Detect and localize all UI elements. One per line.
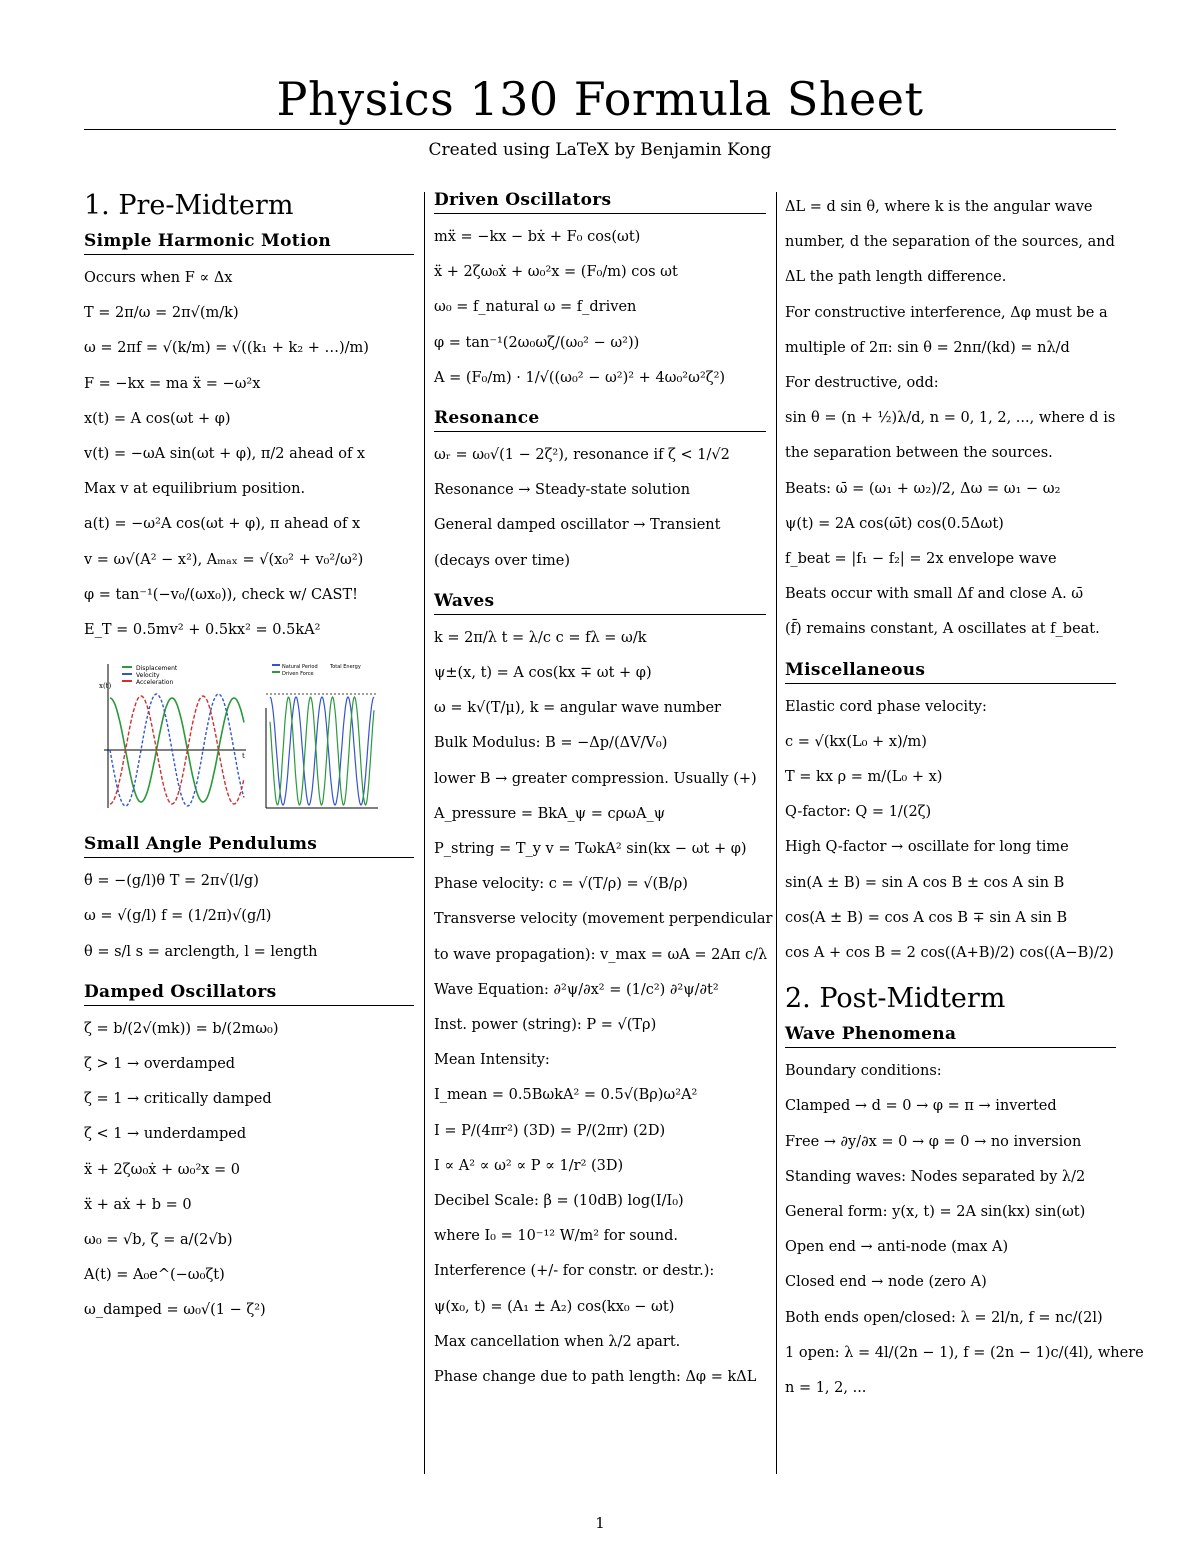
shm-plot-figure <box>98 658 378 818</box>
formula-line: ω = √(g/l) f = (1/2π)√(g/l) <box>84 908 272 925</box>
formula-line: Elastic cord phase velocity: <box>785 698 987 715</box>
formula-line: f_beat = |f₁ − f₂| = 2x envelope wave <box>785 551 1057 568</box>
formula-line: I_mean = 0.5BωkA² = 0.5√(Bρ)ω²A² <box>434 1087 698 1104</box>
formula-line: Max v at equilibrium position. <box>84 481 306 498</box>
formula-line: (f̄) remains constant, A oscillates at f_beat. <box>785 621 1100 638</box>
formula-line: Wave Equation: ∂²ψ/∂x² = (1/c²) ∂²ψ/∂t² <box>434 981 719 998</box>
subtitle: Created using LaTeX by Benjamin Kong <box>428 140 772 160</box>
formula-line: For destructive, odd: <box>785 375 939 392</box>
formula-line: Beats occur with small Δf and close A. ω̄ <box>785 586 1084 603</box>
formula-line: sin(A ± B) = sin A cos B ± cos A sin B <box>785 874 1065 891</box>
formula-line: T = kx ρ = m/(L₀ + x) <box>785 769 943 786</box>
formula-line: ẍ + aẋ + b = 0 <box>84 1196 192 1213</box>
formula-line: F = −kx = ma ẍ = −ω²x <box>84 375 261 392</box>
driven-formulas <box>434 220 766 396</box>
axis-y-label: x(t) <box>99 682 112 691</box>
legend-acceleration: Acceleration <box>136 679 174 687</box>
formula-line: a(t) = −ω²A cos(ωt + φ), π ahead of x <box>84 516 361 533</box>
formula-line: ΔL = d sin θ, where k is the angular wave <box>785 199 1093 215</box>
formula-line: Bulk Modulus: B = −Δp/(ΔV/V₀) <box>434 735 668 752</box>
formula-line: cos(A ± B) = cos A cos B ∓ sin A sin B <box>785 909 1068 926</box>
wave-phenomena-formulas <box>785 1054 1144 1406</box>
formula-line: ω₀ = f_natural ω = f_driven <box>434 299 637 316</box>
waves-formulas <box>434 621 773 1395</box>
misc-formulas <box>785 690 1116 972</box>
formula-line: Mean Intensity: <box>434 1052 550 1069</box>
legend-velocity: Velocity <box>136 672 160 680</box>
axis-x-label: t <box>242 752 245 761</box>
formula-line: θ̈ = −(g/l)θ T = 2π√(l/g) <box>84 873 259 890</box>
formula-line: ω₀ = √b, ζ = a/(2√b) <box>84 1232 233 1249</box>
column-1 <box>84 190 414 1329</box>
formula-line: Max cancellation when λ/2 apart. <box>434 1333 681 1350</box>
formula-line: General damped oscillator → Transient <box>434 517 721 534</box>
heading-simple-harmonic-motion: Simple Harmonic Motion <box>84 231 414 255</box>
column-3 <box>785 190 1144 1406</box>
formula-line: ψ(x₀, t) = (A₁ ± A₂) cos(kx₀ − ωt) <box>434 1298 675 1315</box>
formula-line: θ = s/l s = arclength, l = length <box>84 943 318 960</box>
formula-line: the separation between the sources. <box>785 445 1053 462</box>
formula-line: number, d the separation of the sources, and <box>785 234 1115 251</box>
formula-line: A(t) = A₀e^(−ω₀ζt) <box>84 1267 225 1284</box>
legend-total-energy: Total Energy <box>330 664 361 671</box>
heading-miscellaneous: Miscellaneous <box>785 660 1116 684</box>
formula-line: φ = tan⁻¹(2ω₀ωζ/(ω₀² − ω²)) <box>434 334 640 351</box>
formula-line: cos A + cos B = 2 cos((A+B)/2) cos((A−B)/2) <box>785 945 1114 962</box>
section-heading-post-midterm: 2. Post-Midterm <box>785 983 1006 1015</box>
formula-line: k = 2π/λ t = λ/c c = fλ = ω/k <box>434 629 647 646</box>
formula-line: Interference (+/- for constr. or destr.): <box>434 1263 715 1280</box>
pendulum-formulas <box>84 864 414 970</box>
formula-line: φ = tan⁻¹(−v₀/(ωx₀)), check w/ CAST! <box>84 586 358 603</box>
formula-line: ẍ + 2ζω₀ẋ + ω₀²x = (F₀/m) cos ωt <box>434 264 678 281</box>
formula-line: P_string = T_y v = TωkA² sin(kx − ωt + φ) <box>434 841 747 858</box>
formula-line: Inst. power (string): P = √(Tρ) <box>434 1017 657 1034</box>
page-title: Physics 130 Formula Sheet <box>276 72 924 126</box>
formula-line: ζ = b/(2√(mk)) = b/(2mω₀) <box>84 1020 279 1037</box>
formula-line: Occurs when F ∝ Δx <box>84 270 233 286</box>
formula-line: Phase velocity: c = √(T/ρ) = √(B/ρ) <box>434 876 688 893</box>
heading-driven-oscillators: Driven Oscillators <box>434 190 766 214</box>
formula-line: ψ±(x, t) = A cos(kx ∓ ωt + φ) <box>434 665 652 682</box>
formula-line: v = ω√(A² − x²), Aₘₐₓ = √(x₀² + v₀²/ω²) <box>84 551 364 568</box>
formula-line: 1 open: λ = 4l/(2n − 1), f = (2n − 1)c/(4l), where <box>785 1344 1144 1361</box>
formula-line: ζ < 1 → underdamped <box>84 1126 247 1143</box>
formula-line: Transverse velocity (movement perpendicular <box>434 911 773 928</box>
formula-line: multiple of 2π: sin θ = 2nπ/(kd) = nλ/d <box>785 339 1070 356</box>
formula-line: Open end → anti-node (max A) <box>785 1239 1009 1256</box>
formula-line: Resonance → Steady-state solution <box>434 482 691 499</box>
legend-displacement: Displacement <box>136 665 178 673</box>
formula-line: T = 2π/ω = 2π√(m/k) <box>84 305 239 322</box>
formula-line: Beats: ω̄ = (ω₁ + ω₂)/2, Δω = ω₁ − ω₂ <box>785 480 1061 497</box>
legend-driven-force: Driven Force <box>282 671 314 678</box>
formula-line: mẍ = −kx − bẋ + F₀ cos(ωt) <box>434 229 641 245</box>
heading-small-angle-pendulums: Small Angle Pendulums <box>84 834 414 858</box>
formula-line: ζ = 1 → critically damped <box>84 1091 272 1108</box>
formula-line: sin θ = (n + ½)λ/d, n = 0, 1, 2, ..., where d is <box>785 410 1116 427</box>
title-rule <box>84 129 1116 130</box>
formula-line: Free → ∂y/∂x = 0 → φ = 0 → no inversion <box>785 1133 1082 1150</box>
formula-line: Closed end → node (zero A) <box>785 1274 987 1291</box>
formula-line: (decays over time) <box>434 552 571 569</box>
damped-formulas <box>84 1012 414 1329</box>
formula-line: x(t) = A cos(ωt + φ) <box>84 410 231 427</box>
formula-line: c = √(kx(L₀ + x)/m) <box>785 733 927 750</box>
formula-line: High Q-factor → oscillate for long time <box>785 839 1069 856</box>
formula-line: ζ > 1 → overdamped <box>84 1056 236 1073</box>
formula-line: I = P/(4πr²) (3D) = P/(2πr) (2D) <box>434 1122 666 1139</box>
formula-line: Boundary conditions: <box>785 1063 942 1080</box>
formula-line: General form: y(x, t) = 2A sin(kx) sin(ωt) <box>785 1204 1086 1221</box>
formula-line: Clamped → d = 0 → φ = π → inverted <box>785 1098 1057 1115</box>
section-heading-pre-midterm: 1. Pre-Midterm <box>84 190 294 221</box>
formula-line: ωᵣ = ω₀√(1 − 2ζ²), resonance if ζ < 1/√2 <box>434 447 730 464</box>
column-2 <box>434 190 773 1395</box>
heading-waves: Waves <box>434 591 766 615</box>
formula-line: ψ(t) = 2A cos(ω̄t) cos(0.5Δωt) <box>785 515 1004 532</box>
shm-formulas <box>84 261 414 648</box>
formula-line: n = 1, 2, ... <box>785 1380 867 1397</box>
driven-force-curve <box>270 697 374 805</box>
plot-left <box>99 664 246 808</box>
formula-line: to wave propagation): v_max = ωA = 2Aπ c/λ <box>434 946 768 963</box>
legend-natural-period: Natural Period <box>282 664 318 671</box>
formula-line: I ∝ A² ∝ ω² ∝ P ∝ 1/r² (3D) <box>434 1157 624 1174</box>
column-divider-2 <box>776 192 777 1474</box>
formula-line: A_pressure = BkA_ψ = cρωA_ψ <box>434 805 666 822</box>
formula-line: Both ends open/closed: λ = 2l/n, f = nc/(2l) <box>785 1309 1103 1326</box>
formula-line: For constructive interference, Δφ must be a <box>785 304 1108 321</box>
formula-line: ω = k√(T/μ), k = angular wave number <box>434 700 721 717</box>
heading-wave-phenomena: Wave Phenomena <box>785 1024 1116 1048</box>
formula-line: Decibel Scale: β = (10dB) log(I/I₀) <box>434 1193 684 1210</box>
resonance-formulas <box>434 438 766 579</box>
page-number: 1 <box>595 1514 605 1532</box>
formula-line: ẍ + 2ζω₀ẋ + ω₀²x = 0 <box>84 1161 241 1178</box>
column-divider-1 <box>424 192 425 1474</box>
formula-line: ω = 2πf = √(k/m) = √((k₁ + k₂ + …)/m) <box>84 340 369 357</box>
formula-line: E_T = 0.5mv² + 0.5kx² = 0.5kA² <box>84 622 321 639</box>
formula-line: A = (F₀/m) · 1/√((ω₀² − ω²)² + 4ω₀²ω²ζ²) <box>434 369 726 386</box>
heading-resonance: Resonance <box>434 408 766 432</box>
heading-damped-oscillators: Damped Oscillators <box>84 982 414 1006</box>
formula-line: Phase change due to path length: Δφ = kΔL <box>434 1369 757 1386</box>
formula-line: ω_damped = ω₀√(1 − ζ²) <box>84 1302 266 1319</box>
plot-right <box>266 664 378 808</box>
formula-line: lower B → greater compression. Usually (+) <box>434 770 757 787</box>
formula-line: where I₀ = 10⁻¹² W/m² for sound. <box>434 1228 679 1245</box>
interference-continued <box>785 190 1116 648</box>
formula-line: Standing waves: Nodes separated by λ/2 <box>785 1168 1086 1185</box>
formula-line: Q-factor: Q = 1/(2ζ) <box>785 804 932 821</box>
formula-line: v(t) = −ωA sin(ωt + φ), π/2 ahead of x <box>84 446 366 463</box>
formula-line: ΔL the path length difference. <box>785 269 1007 286</box>
